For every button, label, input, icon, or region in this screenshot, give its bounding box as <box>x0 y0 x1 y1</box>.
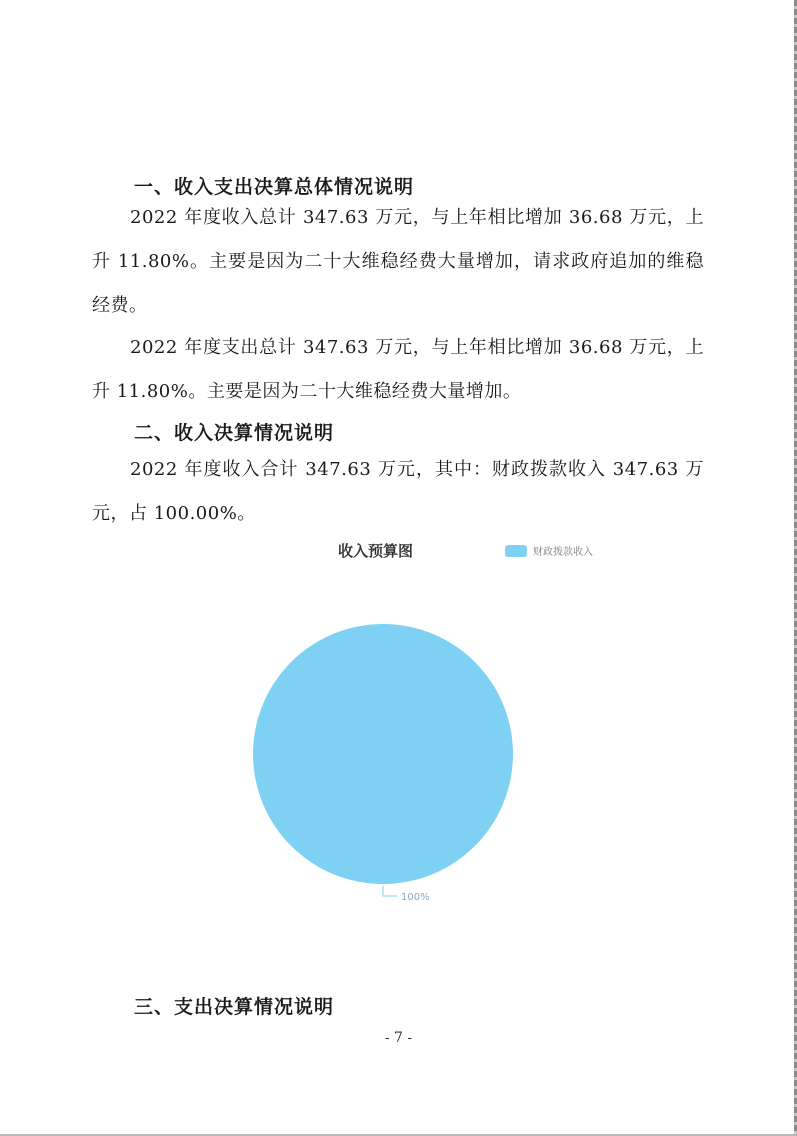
chart-legend <box>505 543 593 558</box>
pie-slice-0 <box>253 624 513 884</box>
section-1-paragraph-2: 2022 年度支出总计 347.63 万元，与上年相比增加 36.68 万元，上升 11.80%。主要是因为二十大维稳经费大量增加。 <box>92 337 704 402</box>
section-3-heading: 三、支出决算情况说明 <box>134 996 335 1018</box>
section-1-paragraph-1: 2022 年度收入总计 347.63 万元，与上年相比增加 36.68 万元，上升 11.80%。主要是因为二十大维稳经费大量增加，请求政府追加的维稳经费。 <box>92 207 704 316</box>
page-number: - 7 - <box>384 1030 413 1046</box>
pie-label-line-0 <box>383 886 397 896</box>
section-1-heading: 一、收入支出决算总体情况说明 <box>134 176 415 198</box>
legend-swatch <box>505 545 527 557</box>
section-2-paragraph-1: 2022 年度收入合计 347.63 万元，其中：财政拨款收入 347.63 万元，占 100.00%。 <box>92 459 704 524</box>
legend-label: 财政拨款收入 <box>533 547 593 558</box>
pie-data-label-0: 100% <box>401 892 430 903</box>
section-2-heading: 二、收入决算情况说明 <box>134 422 335 444</box>
pie-chart-plot <box>240 612 530 912</box>
chart-title: 收入预算图 <box>338 542 414 560</box>
